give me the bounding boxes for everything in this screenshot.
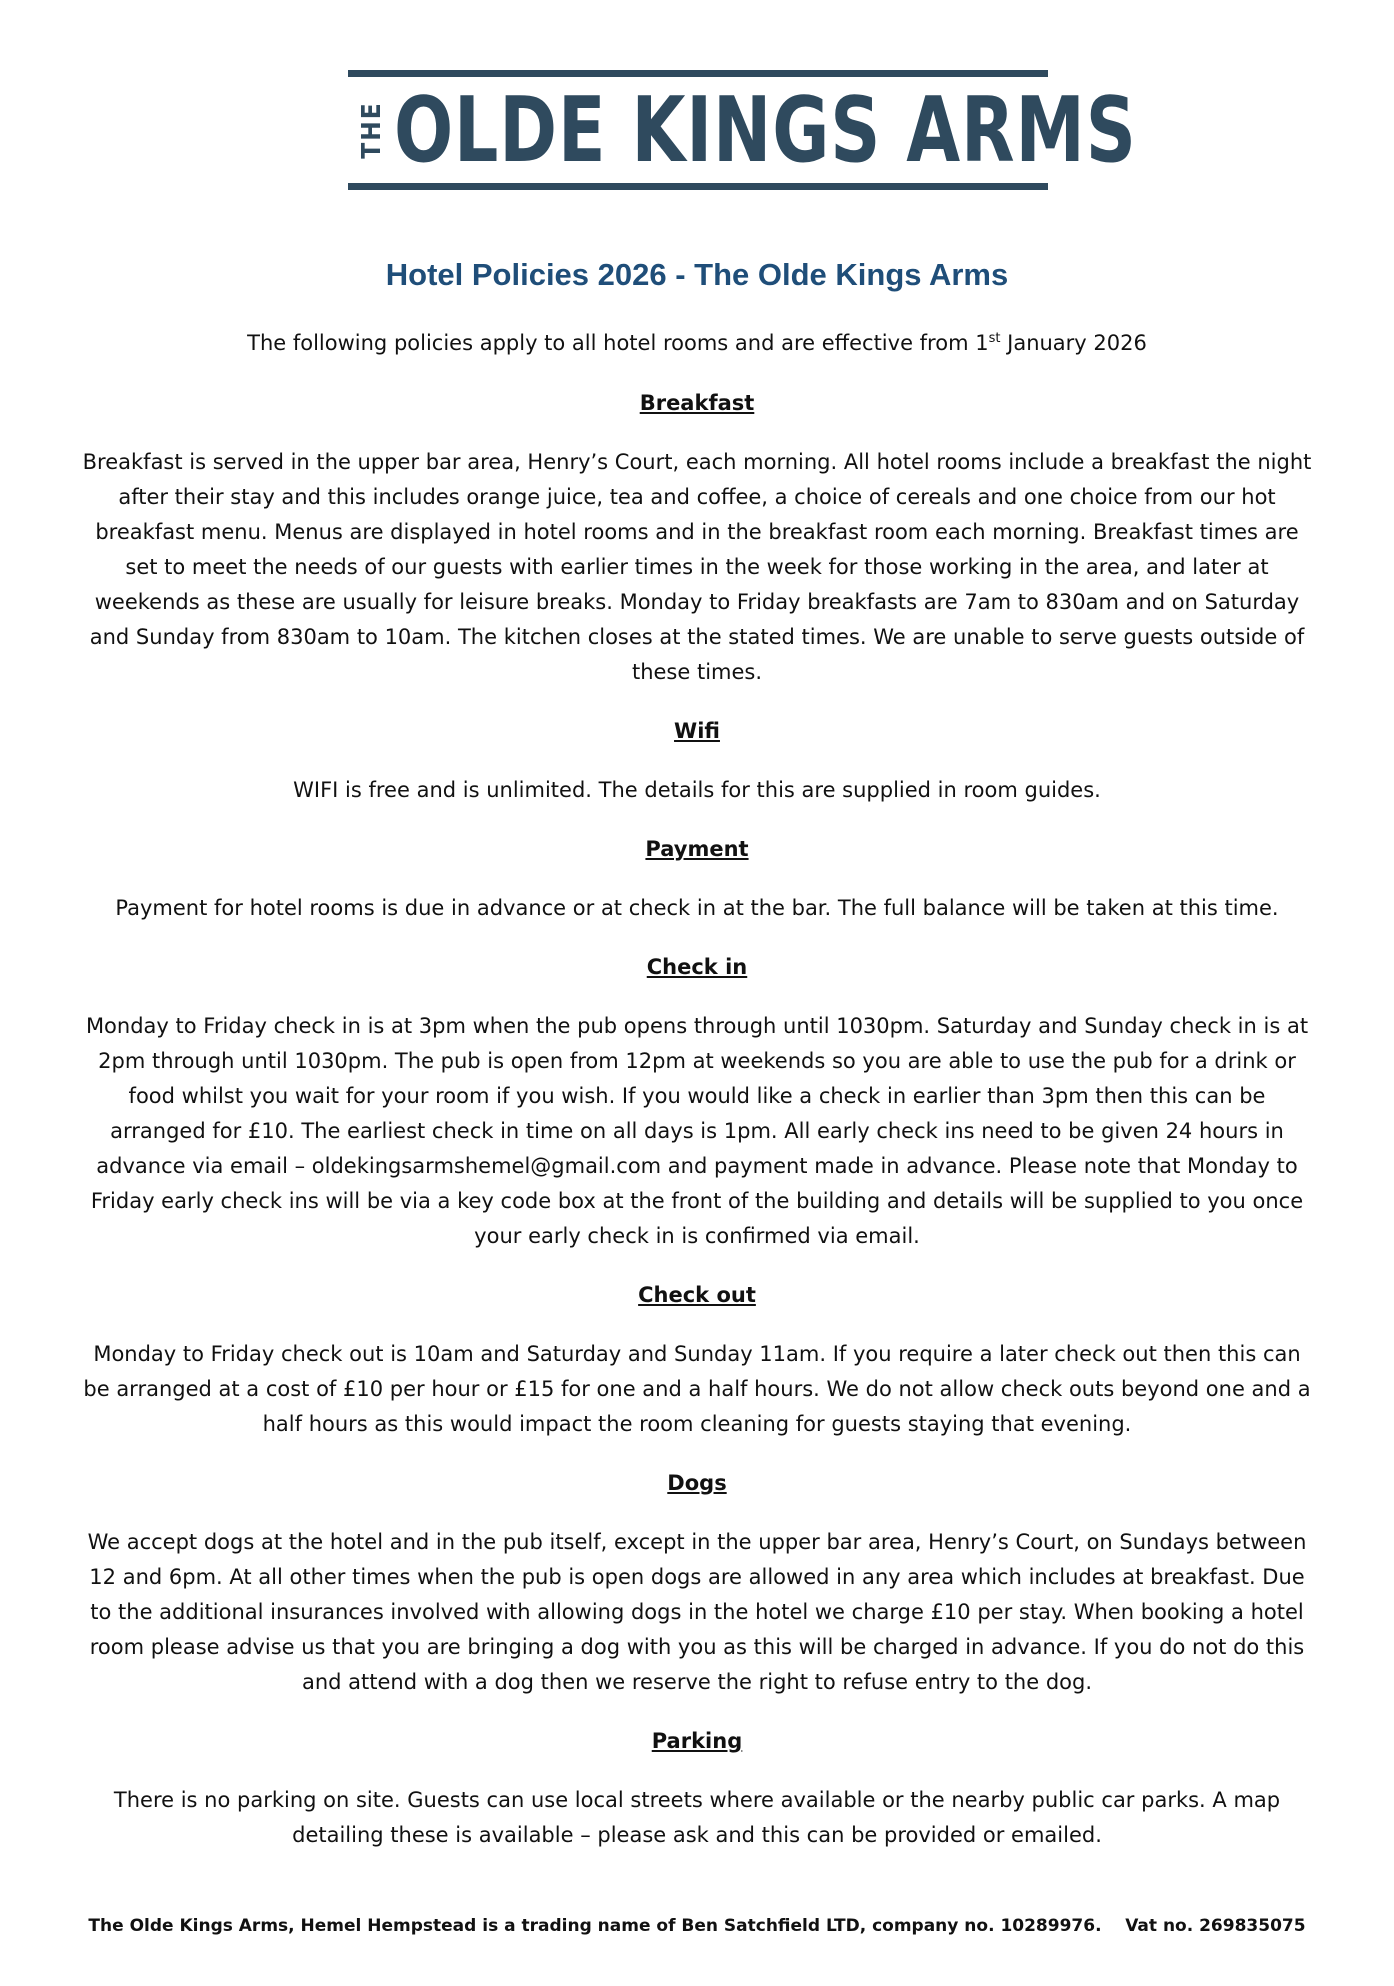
section-heading-dogs: Dogs — [667, 1471, 727, 1495]
section-heading-parking: Parking — [651, 1729, 743, 1753]
intro-text — [78, 326, 1316, 361]
section-body-check-out: Monday to Friday check out is 10am and Saturday and Sunday 11am. If you require a later check out then this can be arranged at a cost of £10 per hour or £15 for one and a half hours. We do not allow check outs beyond one and a half hours as this would impact the room cleaning for guests staying that evening. — [83, 1342, 1311, 1436]
section-heading-payment: Payment — [645, 837, 749, 861]
section-body-dogs: We accept dogs at the hotel and in the pub itself, except in the upper bar area, Henry’s Court, on Sundays between 12 and 6pm. At all other times when the pub is open dogs are allowed in any area which includes at breakfast. Due to the additional insurances involved with allowing dogs in the hotel we charge £10 per stay. When booking a hotel room please advise us that you are bringing a dog with you as this will be charged in advance. If you do not do this and attend with a dog then we reserve the right to refuse entry to the dog. — [87, 1530, 1307, 1694]
policy-content — [78, 326, 1316, 1877]
section-body-payment: Payment for hotel rooms is due in advance or at check in at the bar. The full balance will be taken at this time. — [115, 896, 1279, 920]
page-title: Hotel Policies 2026 - The Olde Kings Arms — [385, 257, 1009, 292]
intro-superscript: st — [988, 331, 1001, 346]
intro-text-after: January 2026 — [1000, 331, 1147, 355]
logo-top-rule — [348, 70, 1048, 77]
section-body-check-in: Monday to Friday check in is at 3pm when the pub opens through until 1030pm. Saturday and Sunday check in is at 2pm through until 1030pm. The pub is open from 12pm at weekends so you are able to use the pub for a drink or food whilst you wait for your room if you wish. If you would like a check in earlier than 3pm then this can be arranged for £10. The earliest check in time on all days is 1pm. All early check ins need to be given 24 hours in advance via email – oldekingsarmshemel@gmail.com and payment made in advance. Please note that Monday to Friday early check ins will be via a key code box at the front of the building and details will be supplied to you once your early check in is confirmed via email. — [85, 1014, 1309, 1248]
logo-bottom-rule — [348, 183, 1048, 190]
section-body-breakfast: Breakfast is served in the upper bar area, Henry’s Court, each morning. All hotel rooms include a breakfast the night after their stay and this includes orange juice, tea and coffee, a choice of cereals and one choice from our hot breakfast menu. Menus are displayed in hotel rooms and in the breakfast room each morning. Breakfast times are set to meet the needs of our guests with earlier times in the week for those working in the area, and later at weekends as these are usually for leisure breaks. Monday to Friday breakfasts are 7am to 830am and on Saturday and Sunday from 830am to 10am. The kitchen closes at the stated times. We are unable to serve guests outside of these times. — [82, 450, 1312, 684]
section-heading-check-in: Check in — [646, 955, 748, 979]
section-body-wifi: WIFI is free and is unlimited. The details for this are supplied in room guides. — [293, 778, 1101, 802]
section-heading-check-out: Check out — [638, 1283, 756, 1307]
company-footer: The Olde Kings Arms, Hemel Hempstead is a trading name of Ben Satchfield LTD, company no. 10289976. Vat no. 269835075 — [88, 1916, 1306, 1936]
logo — [348, 70, 1137, 190]
intro-text-before: The following policies apply to all hotel rooms and are effective from 1 — [247, 331, 989, 355]
section-heading-wifi: Wifi — [674, 719, 720, 743]
logo-name: OLDE KINGS ARMS — [394, 78, 1137, 183]
section-body-parking: There is no parking on site. Guests can use local streets where available or the nearby public car parks. A map detailing these is available – please ask and this can be provided or emailed. — [113, 1788, 1281, 1847]
section-heading-breakfast: Breakfast — [639, 391, 755, 415]
logo-prefix: THE — [357, 101, 387, 159]
